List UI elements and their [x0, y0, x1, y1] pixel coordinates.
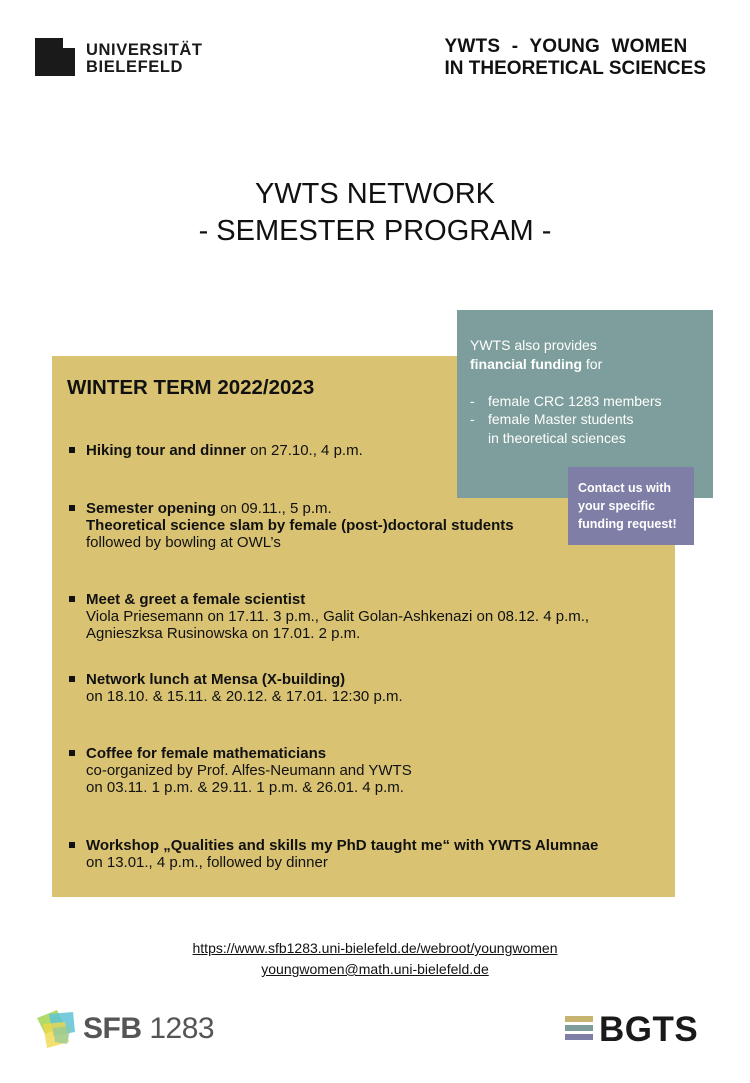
bgts-bar [565, 1016, 593, 1022]
university-name-line1: UNIVERSITÄT [86, 41, 203, 59]
item-title: Coffee for female mathematicians [86, 745, 327, 762]
program-item-hiking [67, 442, 363, 459]
university-name [86, 42, 203, 76]
funding-list-item: in theoretical sciences [488, 429, 626, 446]
item-detail: on 03.11. 1 p.m. & 29.11. 1 p.m. & 26.01. 4 p.m. [86, 779, 404, 796]
page-title-line1: YWTS NETWORK [254, 178, 496, 210]
program-item-workshop [67, 837, 598, 871]
bullet-square-icon [69, 676, 75, 682]
bgts-bar [565, 1034, 593, 1040]
contact-line1: Contact us with [578, 481, 672, 495]
item-title: Hiking tour and dinner [86, 442, 246, 459]
item-detail: Viola Priesemann on 17.11. 3 p.m., Galit Golan-Ashkenazi on 08.12. 4 p.m., [86, 608, 590, 625]
funding-list-item: - female CRC 1283 members [470, 392, 662, 411]
ywts-heading-line1: YWTS - YOUNG WOMEN [444, 36, 688, 57]
email-link[interactable]: youngwomen@math.uni-bielefeld.de [261, 961, 489, 977]
bullet-square-icon [69, 505, 75, 511]
ywts-heading-line2: IN THEORETICAL SCIENCES [444, 58, 706, 79]
contact-line3: funding request! [578, 517, 677, 531]
page-title-line2: - SEMESTER PROGRAM - [198, 215, 552, 247]
item-detail: on 18.10. & 15.11. & 20.12. & 17.01. 12:30 p.m. [86, 688, 403, 705]
page-title [0, 176, 750, 250]
contact-box [568, 467, 694, 545]
item-date: on 27.10., 4 p.m. [246, 442, 363, 459]
sfb-logo-mark-icon [35, 1008, 79, 1050]
bullet-square-icon [69, 842, 75, 848]
funding-intro-rest: for [582, 355, 603, 372]
item-title: Semester opening [86, 500, 217, 517]
bgts-bar [565, 1025, 593, 1031]
bgts-logo-bars-icon [565, 1016, 593, 1043]
item-title: Meet & greet a female scientist [86, 591, 306, 608]
contact-links [0, 938, 750, 980]
bullet-square-icon [69, 750, 75, 756]
program-item-semester-opening [67, 500, 514, 551]
program-item-coffee [67, 745, 412, 796]
item-detail: Agnieszksa Rusinowska on 17.01. 2 p.m. [86, 625, 361, 642]
funding-list [470, 392, 662, 448]
item-detail: followed by bowling at OWL’s [86, 534, 281, 551]
item-detail: on 13.01., 4 p.m., followed by dinner [86, 854, 328, 871]
funding-highlight: financial funding [470, 355, 582, 372]
bgts-logo-text: BGTS [599, 1010, 699, 1049]
item-title: Workshop „Qualities and skills my PhD taught me“ with YWTS Alumnae [86, 837, 599, 854]
program-item-meet-greet [67, 591, 589, 642]
program-item-network-lunch [67, 671, 403, 705]
university-logo-mark [35, 38, 75, 76]
item-title: Network lunch at Mensa (X-building) [86, 671, 346, 688]
ywts-heading [445, 36, 706, 80]
funding-list-item: - female Master students [470, 410, 662, 429]
website-link[interactable]: https://www.sfb1283.uni-bielefeld.de/webroot/youngwomen [192, 940, 558, 956]
item-date: on 09.11., 5 p.m. [216, 500, 332, 517]
item-subtitle: Theoretical science slam by female (post-)doctoral students [86, 517, 514, 534]
item-detail: co-organized by Prof. Alfes-Neumann and YWTS [86, 762, 412, 779]
contact-line2: your specific [578, 499, 656, 513]
funding-intro: YWTS also provides [470, 337, 597, 353]
university-name-line2: BIELEFELD [86, 58, 184, 76]
bullet-square-icon [69, 596, 75, 602]
bullet-square-icon [69, 447, 75, 453]
term-heading: WINTER TERM 2022/2023 [67, 376, 315, 399]
sfb-logo-text: SFB 1283 [83, 1012, 215, 1045]
